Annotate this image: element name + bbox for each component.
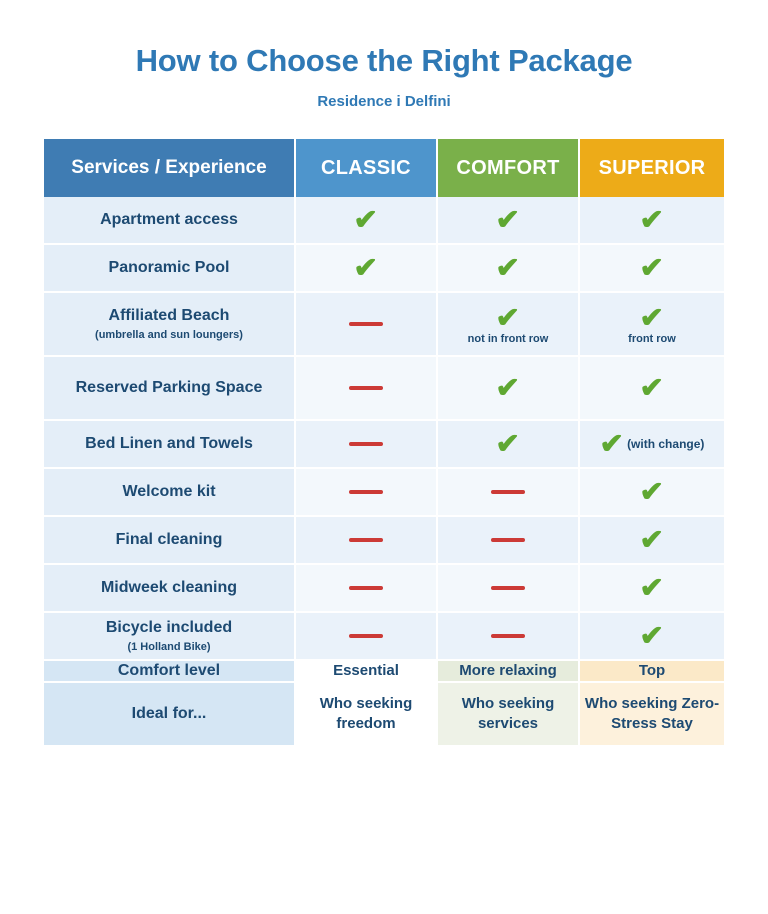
package-comparison-page [0, 42, 768, 914]
summary-superior: Top [580, 661, 724, 683]
column-header-service: Services / Experience [44, 139, 296, 197]
cell-note: (with change) [627, 437, 705, 452]
row-label-text: Affiliated Beach [108, 306, 230, 324]
row-label: Panoramic Pool [44, 245, 296, 293]
cell-superior [580, 197, 724, 245]
summary-comfort: Who seeking services [438, 683, 580, 747]
dash-icon [349, 386, 383, 390]
row-label: Reserved Parking Space [44, 357, 296, 421]
dash-icon [349, 586, 383, 590]
table-row [44, 357, 724, 421]
row-label: Bed Linen and Towels [44, 421, 296, 469]
page-title: How to Choose the Right Package [135, 43, 633, 78]
table-row [44, 613, 724, 661]
cell-superior-content [600, 430, 705, 458]
check-icon: ✔ [639, 372, 665, 404]
cell-superior [580, 565, 724, 613]
summary-classic: Who seeking freedom [296, 683, 438, 747]
cell-superior [580, 245, 724, 293]
cell-comfort [438, 245, 580, 293]
cell-superior [580, 293, 724, 357]
check-icon: ✔ [599, 428, 624, 460]
cell-comfort [438, 421, 580, 469]
table-row [44, 421, 724, 469]
cell-classic [296, 421, 438, 469]
dash-icon [349, 538, 383, 542]
cell-classic [296, 357, 438, 421]
cell-superior [580, 613, 724, 661]
summary-label: Comfort level [44, 661, 296, 683]
page-subtitle: Residence i Delfini [317, 93, 451, 111]
check-icon: ✔ [495, 252, 521, 284]
check-icon: ✔ [495, 204, 521, 236]
column-header-classic: CLASSIC [296, 139, 438, 197]
cell-superior [580, 421, 724, 469]
row-label-text: Bicycle included [105, 618, 233, 636]
package-comparison-table [44, 139, 724, 747]
row-label: Midweek cleaning [44, 565, 296, 613]
row-label: Final cleaning [44, 517, 296, 565]
check-icon: ✔ [353, 252, 379, 284]
row-label: Welcome kit [44, 469, 296, 517]
cell-comfort [438, 469, 580, 517]
cell-classic [296, 469, 438, 517]
check-icon: ✔ [353, 204, 379, 236]
cell-note: not in front row [467, 332, 549, 345]
table-header-row [44, 139, 724, 197]
summary-row-comfort-level [44, 661, 724, 683]
table-row [44, 469, 724, 517]
cell-classic [296, 245, 438, 293]
cell-classic [296, 293, 438, 357]
table-row [44, 293, 724, 357]
table-row [44, 197, 724, 245]
row-label: Apartment access [44, 197, 296, 245]
check-icon: ✔ [639, 301, 665, 333]
column-header-superior: SUPERIOR [580, 139, 724, 197]
check-icon: ✔ [639, 524, 665, 556]
column-header-comfort: COMFORT [438, 139, 580, 197]
dash-icon [349, 490, 383, 494]
check-icon: ✔ [495, 428, 521, 460]
row-sublabel: (umbrella and sun loungers) [95, 328, 243, 341]
table-row [44, 245, 724, 293]
cell-classic [296, 197, 438, 245]
summary-row-ideal-for [44, 683, 724, 747]
check-icon: ✔ [639, 620, 665, 652]
row-sublabel: (1 Holland Bike) [127, 640, 211, 653]
summary-label: Ideal for... [44, 683, 296, 747]
cell-comfort [438, 565, 580, 613]
summary-superior: Who seeking Zero-Stress Stay [580, 683, 724, 747]
row-label [44, 613, 296, 661]
dash-icon [491, 634, 525, 638]
cell-comfort [438, 197, 580, 245]
cell-superior [580, 517, 724, 565]
cell-superior [580, 469, 724, 517]
table-row [44, 517, 724, 565]
cell-comfort [438, 613, 580, 661]
dash-icon [349, 634, 383, 638]
cell-superior [580, 357, 724, 421]
cell-classic [296, 517, 438, 565]
check-icon: ✔ [639, 476, 665, 508]
cell-comfort [438, 357, 580, 421]
check-icon: ✔ [639, 204, 665, 236]
dash-icon [349, 442, 383, 446]
summary-classic: Essential [296, 661, 438, 683]
dash-icon [491, 586, 525, 590]
dash-icon [349, 322, 383, 326]
cell-note: front row [628, 332, 676, 345]
cell-classic [296, 565, 438, 613]
table-row [44, 565, 724, 613]
check-icon: ✔ [639, 252, 665, 284]
check-icon: ✔ [495, 372, 521, 404]
cell-classic [296, 613, 438, 661]
cell-comfort [438, 293, 580, 357]
check-icon: ✔ [639, 572, 665, 604]
check-icon: ✔ [495, 301, 521, 333]
cell-comfort [438, 517, 580, 565]
dash-icon [491, 490, 525, 494]
summary-comfort: More relaxing [438, 661, 580, 683]
row-label [44, 293, 296, 357]
dash-icon [491, 538, 525, 542]
